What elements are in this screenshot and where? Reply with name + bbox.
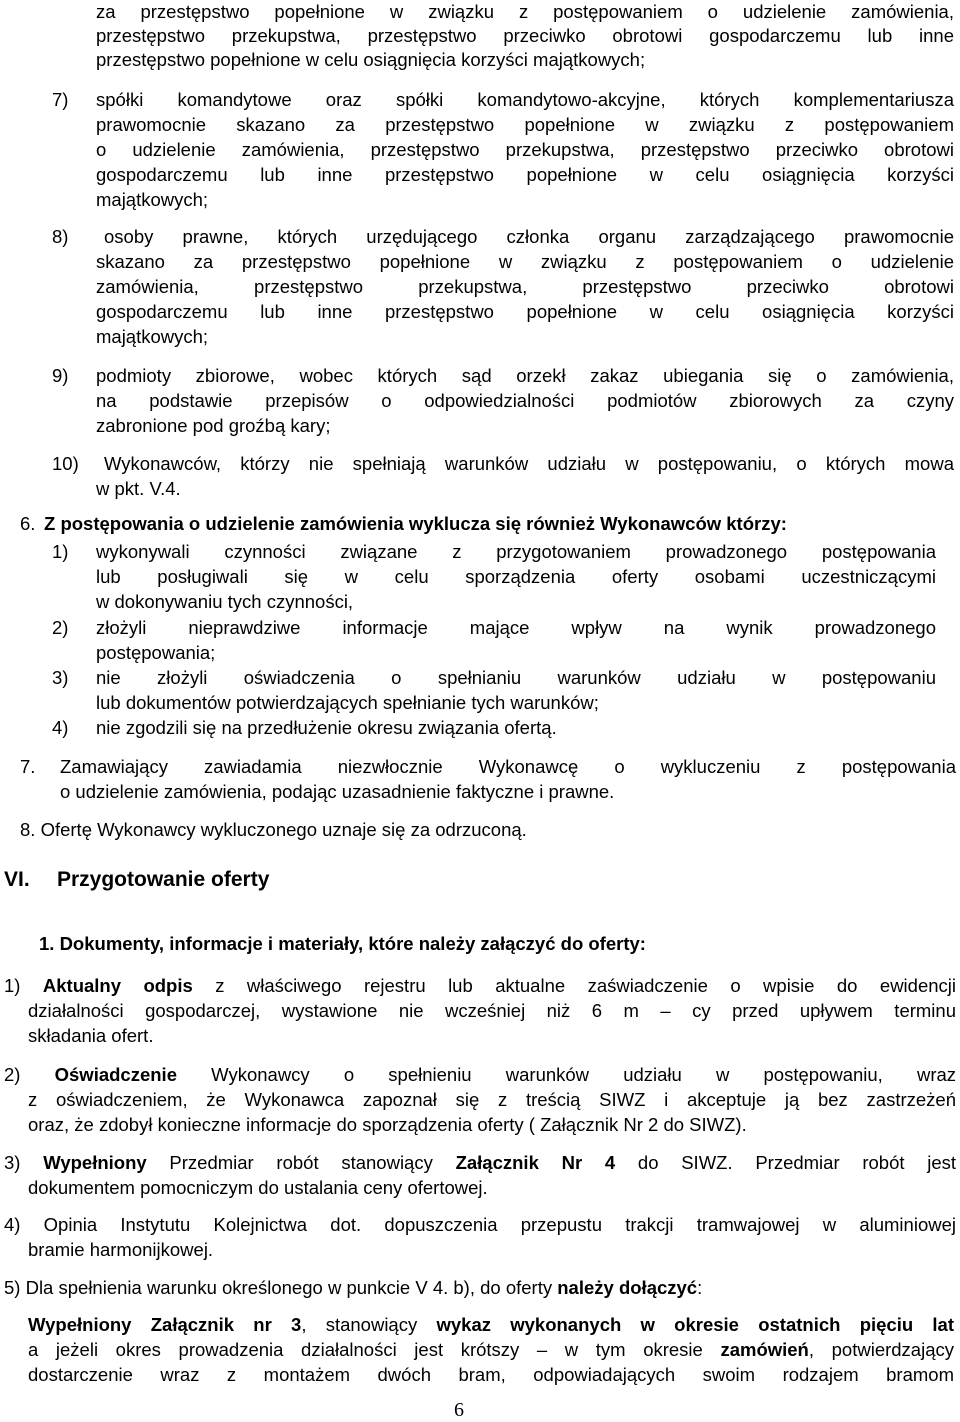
- text-line: wykonywali czynności związane z przygotowaniem prowadzonego postępowania: [96, 541, 936, 562]
- text-line: a jeżeli okres prowadzenia działalności jest krótszy – w tym okresie zamówień, potwierdzający: [28, 1339, 954, 1360]
- text-line: 4) Opinia Instytutu Kolejnictwa dot. dopuszczenia przepustu trakcji tramwajowej w aluminiowej: [4, 1214, 956, 1235]
- text-line: prawomocnie skazano za przestępstwo popełnione w związku z postępowaniem: [96, 114, 954, 135]
- chapter-number: VI.: [4, 868, 30, 891]
- text-line: podmioty zbiorowe, wobec których sąd orzekł zakaz ubiegania się o zamówienia,: [96, 365, 954, 386]
- text-line: 8. Ofertę Wykonawcy wykluczonego uznaje się za odrzuconą.: [20, 819, 527, 840]
- text-line: 5) Dla spełnienia warunku określonego w punkcie V 4. b), do oferty należy dołączyć:: [4, 1277, 703, 1298]
- list-number: 4): [52, 717, 69, 738]
- text-line: Wypełniony Załącznik nr 3, stanowiący wykaz wykonanych w okresie ostatnich pięciu lat: [28, 1314, 954, 1335]
- text-line: składania ofert.: [28, 1025, 154, 1046]
- list-number: 8): [52, 226, 69, 247]
- list-number: 1): [52, 541, 69, 562]
- text-line: przestępstwo przekupstwa, przestępstwo przeciwko obrotowi gospodarczemu lub inne: [96, 25, 954, 46]
- text-line: gospodarczemu lub inne przestępstwo popełnione w celu osiągnięcia korzyści: [96, 301, 954, 322]
- section-number: 7.: [20, 756, 36, 777]
- list-number: 3): [52, 667, 69, 688]
- text-line: osoby prawne, których urzędującego członka organu zarządzającego prawomocnie: [104, 226, 954, 247]
- text-line: zamówienia, przestępstwo przekupstwa, przestępstwo przeciwko obrotowi: [96, 276, 954, 297]
- section-number: 6.: [20, 513, 36, 534]
- text-line: nie złożyli oświadczenia o spełnianiu warunków udziału w postępowaniu: [96, 667, 936, 688]
- list-number: 2): [52, 617, 69, 638]
- text-line: za przestępstwo popełnione w związku z postępowaniem o udzielenie zamówienia,: [96, 1, 954, 22]
- text-line: bramie harmonijkowej.: [28, 1239, 214, 1260]
- text-line: majątkowych;: [96, 189, 209, 210]
- text-line: z oświadczeniem, że Wykonawca zapoznał się z treścią SIWZ i akceptuje ją bez zastrzeżeń: [28, 1089, 956, 1110]
- text-line: skazano za przestępstwo popełnione w związku z postępowaniem o udzielenie: [96, 251, 954, 272]
- text-line: w dokonywaniu tych czynności,: [96, 591, 354, 612]
- list-number: 9): [52, 365, 69, 386]
- text-line: lub dokumentów potwierdzających spełnianie tych warunków;: [96, 692, 599, 713]
- subheading: 1. Dokumenty, informacje i materiały, które należy załączyć do oferty:: [39, 933, 646, 954]
- text-line: majątkowych;: [96, 326, 209, 347]
- text-line: o udzielenie zamówienia, podając uzasadnienie faktyczne i prawne.: [60, 781, 615, 802]
- text-line: dostarczenie wraz z montażem dwóch bram, odpowiadających swoim rodzajem bramom: [28, 1364, 954, 1385]
- text-line: o udzielenie zamówienia, przestępstwo przekupstwa, przestępstwo przeciwko obrotowi: [96, 139, 954, 160]
- text-line: zabronione pod groźbą kary;: [96, 415, 331, 436]
- text-line: lub posługiwali się w celu sporządzenia oferty osobami uczestniczącymi: [96, 566, 936, 587]
- page-number: 6: [454, 1399, 464, 1421]
- text-line: przestępstwo popełnione w celu osiągnięcia korzyści majątkowych;: [96, 49, 646, 70]
- chapter-title: Przygotowanie oferty: [57, 868, 270, 891]
- text-line: postępowania;: [96, 642, 216, 663]
- text-line: oraz, że zdobył konieczne informacje do sporządzenia oferty ( Załącznik Nr 2 do SIWZ).: [28, 1114, 747, 1135]
- text-line: 1) Aktualny odpis z właściwego rejestru lub aktualne zaświadczenie o wpisie do ewidencji: [4, 975, 957, 996]
- list-number: 10): [52, 453, 79, 474]
- text-line: Zamawiający zawiadamia niezwłocznie Wykonawcę o wykluczeniu z postępowania: [60, 756, 956, 777]
- text-line: 3) Wypełniony Przedmiar robót stanowiący Załącznik Nr 4 do SIWZ. Przedmiar robót jest: [4, 1152, 957, 1173]
- text-line: złożyli nieprawdziwe informacje mające wpływ na wynik prowadzonego: [96, 617, 936, 638]
- text-line: 2) Oświadczenie Wykonawcy o spełnieniu warunków udziału w postępowaniu, wraz: [4, 1064, 957, 1085]
- list-number: 7): [52, 89, 69, 110]
- text-line: gospodarczemu lub inne przestępstwo popełnione w celu osiągnięcia korzyści: [96, 164, 954, 185]
- text-line: spółki komandytowe oraz spółki komandytowo-akcyjne, których komplementariusza: [96, 89, 954, 110]
- text-line: na podstawie przepisów o odpowiedzialności podmiotów zbiorowych za czyny: [96, 390, 954, 411]
- text-line: nie zgodzili się na przedłużenie okresu związania ofertą.: [96, 717, 557, 738]
- text-line: dokumentem pomocniczym do ustalania ceny ofertowej.: [28, 1177, 488, 1198]
- text-line: Wykonawców, którzy nie spełniają warunków udziału w postępowaniu, o których mowa: [104, 453, 954, 474]
- section-heading: Z postępowania o udzielenie zamówienia wyklucza się również Wykonawców którzy:: [44, 513, 787, 534]
- text-line: działalności gospodarczej, wystawione nie wcześniej niż 6 m – cy przed upływem terminu: [28, 1000, 956, 1021]
- text-line: w pkt. V.4.: [96, 478, 181, 499]
